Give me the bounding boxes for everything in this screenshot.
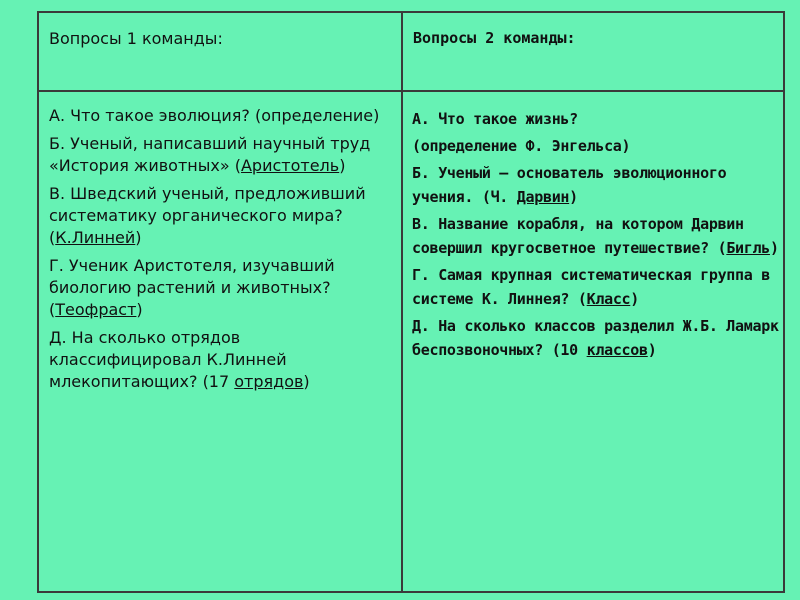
- column-divider: [401, 13, 403, 591]
- team1-question-b: Б. Ученый, написавший научный труд «История животных» (Аристотель): [49, 134, 371, 175]
- team1-question-a: А. Что такое эволюция? (определение): [49, 106, 380, 125]
- team2-question-b: Б. Ученый – основатель эволюционного учения. (Ч. Дарвин): [412, 164, 727, 206]
- team1-question-c: В. Шведский ученый, предложивший систематику органического мира? (К.Линней): [49, 184, 366, 247]
- team1-answer-e-link[interactable]: отрядов: [234, 372, 304, 391]
- team2-answer-e-link[interactable]: классов: [586, 341, 648, 359]
- team2-question-a: А. Что такое жизнь?: [412, 110, 578, 128]
- team2-questions: [412, 107, 784, 365]
- team2-answer-b-link[interactable]: Дарвин: [516, 188, 570, 206]
- team1-header: Вопросы 1 команды:: [49, 29, 223, 48]
- team1-answer-b-link[interactable]: Аристотель: [240, 156, 340, 175]
- team2-answer-d-link[interactable]: Класс: [586, 290, 631, 308]
- team1-question-e: Д. На сколько отрядов классифицировал К.Линней млекопитающих? (17 отрядов): [49, 328, 310, 391]
- header-divider: [39, 90, 783, 92]
- team2-answer-c-link[interactable]: Бигль: [726, 239, 770, 257]
- team1-answer-d-link[interactable]: Теофраст: [55, 300, 137, 319]
- team2-header: Вопросы 2 команды:: [413, 29, 576, 47]
- team2-question-d: Г. Самая крупная систематическая группа в системе К. Линнея? (Класс): [412, 266, 770, 308]
- team2-question-e: Д. На сколько классов разделил Ж.Б. Ламарк беспозвоночных? (10 классов): [412, 317, 779, 359]
- team2-question-c: В. Название корабля, на котором Дарвин совершил кругосветное путешествие? (Бигль): [412, 215, 779, 257]
- questions-table: [37, 11, 785, 593]
- team1-question-d: Г. Ученик Аристотеля, изучавший биологию растений и животных? (Теофраст): [49, 256, 335, 319]
- team2-question-a-note: (определение Ф. Энгельса): [412, 137, 631, 155]
- team1-answer-c-link[interactable]: К.Линней: [55, 228, 136, 247]
- team1-questions: [49, 105, 394, 399]
